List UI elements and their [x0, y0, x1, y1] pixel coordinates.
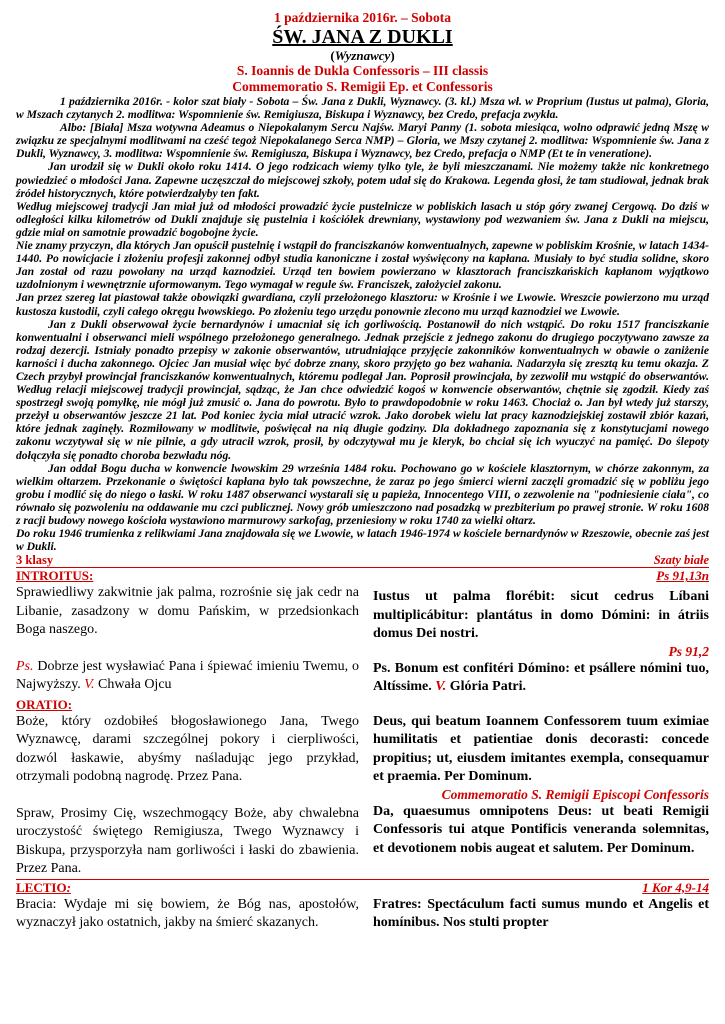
oratio-polish: Boże, który ozdobiłeś błogosławionego Jana, Twego Wyznawcę, darami szczególnej pokory i cierpliwości, dozwól łaskawie, abyśmy naśladując jego przykład, otrzymali podobną nagrodę. Przez Pana. [16, 713, 359, 785]
versicle-label: V. [435, 679, 447, 695]
commemoration-latin: Da, quaesumus omnipotens Deus: ut beati Remigii Confessoris tui atque Pontificis veneranda solemnitas, et devotionem nobis augeat et salutem. Per Dominum. [373, 803, 709, 856]
rubric-paragraph: 1 października 2016r. - kolor szat biały - Sobota – Św. Jana z Dukli, Wyznawcy. (3. kl.) Msza wł. w Proprium (Iustus ut palma), Gloria, w Mszach czytanych 2. modlitwa: Wspomnienie św. Remigiusza, Biskupa i Wyznawcy, bez Credo, prefacja zwykła. [16, 95, 709, 122]
versicle-label: V. [84, 677, 95, 693]
latin-feast-line: S. Ioannis de Dukla Confessoris – III classis [236, 63, 489, 78]
votive-paragraph: Albo: [Biała] Msza wotywna Adeamus o Niepokalanym Sercu Najśw. Maryi Panny (1. sobota miesiąca, wolno odprawić jedną Mszę w związku ze specjalnymi modlitwami na cześć tegoż Niepokalanego Serca NMP) – Gloria, we Mszy czytanej 2. modlitwa: Wspomnienie św. Jana z Dukli, Wyznawcy, 3. modlitwa: Wspomnienie św. Remigiusza, Biskupa i Wyznawcy, bez Credo, prefacja o NMP (Et te in veneratione). [16, 121, 709, 161]
lectio-columns [16, 896, 709, 933]
biography-paragraph: Według miejscowej tradycji Jan miał już od młodości prowadzić życie pustelnicze w pobliskich lasach u stóp góry zwanej Cergową. Do dziś w odległości kilku kilometrów od Dukli znajduje się pustelnia i kościółek drewniany, wystawiony pod wezwaniem św. Jana z Dukli na miejscu, gdzie miał on samotnie prowadzić bogobojne życie. [16, 199, 709, 239]
date-line: 1 października 2016r. – Sobota [274, 10, 451, 25]
latin-column [373, 584, 709, 697]
scripture-ref: 1 Kor 4,9-14 [642, 879, 709, 895]
latin-column [373, 713, 709, 879]
feast-title: ŚW. JANA Z DUKLI [272, 26, 453, 48]
psalm-text: Ps. Bonum est confitéri Dómino: et psállere nómini tuo, Altíssime. [373, 660, 709, 695]
introitus-columns [16, 584, 709, 697]
feast-description [16, 95, 709, 553]
subtitle-text: Wyznawcy [334, 48, 391, 63]
lectio-latin: Fratres: Spectáculum facti sumus mundo et Angelis et homínibus. Nos stulti propter [373, 896, 709, 931]
section-label: INTROITUS: [16, 568, 94, 584]
biography-paragraph: Nie znamy przyczyn, dla których Jan opuścił pustelnię i wstąpił do franciszkanów konwentualnych, zapewne w pobliskim Krośnie, w latach 1434-1440. Po nowicjacie i złożeniu profesji zakonnej odbył studia kanoniczne i został wyświęcony na kapłana. Musiały to być studia solidne, skoro Jan został od razu powołany na urząd kaznodziei. Urząd ten bowiem powierzano w klasztorach franciszkańskich kapłanom wyjątkowo uzdolnionym i wewnętrznie uformowanym. Tego wymagał w regule św. Franciszek, założyciel zakonu. [16, 239, 709, 292]
psalm-text: Dobrze jest wysławiać Pana i śpiewać imieniu Twemu, o Najwyższy. [16, 658, 359, 693]
liturgical-class: 3 klasy [16, 553, 54, 568]
introitus-latin: Iustus ut palma florébit: sicut cedrus Líbani multiplicábitur: plantátus in domo Dómini: in átriis domus Dei nostri. [373, 589, 709, 642]
biography-paragraph: Jan oddał Bogu ducha w konwencie lwowskim 29 września 1484 roku. Pochowano go w kościele klasztornym, w chórze zakonnym, za wielkim ołtarzem. Przekonanie o świętości kapłana było tak powszechne, że zaraz po jego śmierci wierni zaczęli gromadzić się w pobliżu jego grobu i modlić się do niego o łaski. W roku 1487 obserwanci wystarali się u papieża, Innocentego VIII, o zezwolenie na "podniesienie ciała", co równało się pozwoleniu na oddawanie mu czci publicznej. Nowy grób umieszczono nad posadzką w prezbiterium po prawej stronie. W roku 1608 z racji budowy nowego kościoła wystawiono marmurowy sarkofag, przeniesiony w roku 1740 za wielki ołtarz. [16, 461, 709, 527]
psalm-label: Ps. [16, 658, 34, 674]
introitus-polish: Sprawiedliwy zakwitnie jak palma, rozrośnie się jak cedr na Libanie, zasadzony w domu Pańskim, w przedsionkach Boga naszego. [16, 585, 359, 638]
polish-column [16, 713, 359, 879]
oratio-header [16, 697, 709, 713]
polish-column [16, 584, 359, 697]
biography-paragraph: Do roku 1946 trumienka z relikwiami Jana znajdowała się we Lwowie, w latach 1946-1974 w kościele bernardynów w Rzeszowie, obecnie zaś jest w Dukli. [16, 527, 709, 554]
psalm-ref: Ps 91,2 [668, 643, 709, 659]
commemoration-line: Commemoratio S. Remigii Ep. et Confessoris [232, 78, 493, 94]
class-bar [16, 553, 709, 568]
lectio-label: LECTIO [16, 879, 67, 895]
introitus-header [16, 568, 709, 584]
lectio-colon: : [66, 879, 71, 895]
psalm-polish [16, 658, 359, 695]
commemoration-polish: Spraw, Prosimy Cię, wszechmogący Boże, aby chwalebna uroczystość świętego Remigiusza, Twego Wyznawcy i Biskupa, przysporzyła nam gorliwości i łaski do zbawienia. Przez Pana. [16, 805, 359, 877]
lectio-header [16, 880, 709, 896]
feast-subtitle [16, 48, 709, 63]
commemoration-title: Commemoratio S. Remigii Episcopi Confessoris [441, 786, 709, 802]
oratio-columns [16, 713, 709, 879]
scripture-ref: Ps 91,13n [656, 568, 709, 584]
lectio-polish: Bracia: Wydaje mi się bowiem, że Bóg nas, apostołów, wyznaczył jako ostatnich, jakby na śmierć skazanych. [16, 896, 359, 931]
subtitle-close: ) [390, 48, 395, 63]
biography-paragraph: Jan z Dukli obserwował życie bernardynów i umacniał się ich gorliwością. Postanowił do nich wstąpić. Do roku 1517 franciszkanie konwentualni i obserwanci mieli wspólnego przełożonego generalnego. Jednak przejście z jednego zakonu do drugiego poczytywano zawsze za rodzaj dezercji. Istniały ponadto przepisy w zakonie obserwantów, utrudniające przyjęcie zakonników konwentualnych w obawie o zaniżenie karności i ducha zakonnego. Ojciec Jan musiał więc być dobrze znany, skoro przyjęto go bez wahania. Nadarzyła się zresztą ku temu okazja. Z Czech przybył prowincjał franciszkanów konwentualnych, któremu podlegał Jan. Poprosił prowincjała, by zezwolił mu wstąpić do obserwantów. Według relacji miejscowej tradycji prowincjał, sądząc, że Jan chce odwiedzić kogoś w konwencie obserwantów, chętnie się zgodził. Kiedy zaś spostrzegł swoją pomyłkę, nie mógł już zmusić o. Jana do powrotu. Było to prawdopodobnie w roku 1463. Chociaż o. Jan był wtedy już starszy, przeżył u obserwantów jeszcze 21 lat. Pod koniec życia miał utracić wzrok. Jako dorobek wielu lat pracy kaznodziejskiej zostawił zbiór kazań, które jednak zaginęły. Rozmiłowany w modlitwie, poświęcał na nią długie godziny. Dla dokładnego zapoznania się z konstytucjami nowego zakonu wczytywał się w nie pilnie, a gdy utracił wzrok, prosił, by odczytywał mu je kleryk, bo chciał się ich wyuczyć na pamięć. Do ślepoty dołączyła się ponadto choroba bezwładu nóg. [16, 317, 709, 462]
gloria-text: Chwała Ojcu [94, 677, 172, 693]
subtitle-open: ( [330, 48, 335, 63]
psalm-latin [373, 660, 709, 697]
biography-paragraph: Jan przez szereg lat piastował także obowiązki gwardiana, czyli przełożonego klasztoru: w Krośnie i we Lwowie. Wreszcie powierzono mu urząd kustosza kustodii, czyli całego okręgu lwowskiego. Po złożeniu tego urzędu ponownie zlecono mu urząd kaznodziei we Lwowie. [16, 291, 709, 318]
gloria-text: Glória Patri. [446, 679, 526, 695]
section-label: ORATIO: [16, 696, 73, 712]
missal-page [16, 10, 709, 933]
oratio-latin: Deus, qui beatum Ioannem Confessorem tuum eximiae humilitatis et patientiae donis decorasti: concede propitius; ut, eiusdem imitantes exempla, consequamur et praemia. Per Dominum. [373, 713, 709, 785]
section-label [16, 880, 71, 896]
vestment-color: Szaty białe [653, 553, 709, 568]
biography-paragraph: Jan urodził się w Dukli około roku 1414. O jego rodzicach wiemy tylko tyle, że byli mieszczanami. Nie możemy także nic konkretnego powiedzieć o młodości Jana. Zapewne uczęszczał do miejscowej szkoły, potem udał się do Krakowa. Legenda głosi, że tam studiował, jednak brak źródeł historycznych, które potwierdzałyby ten fakt. [16, 160, 709, 200]
